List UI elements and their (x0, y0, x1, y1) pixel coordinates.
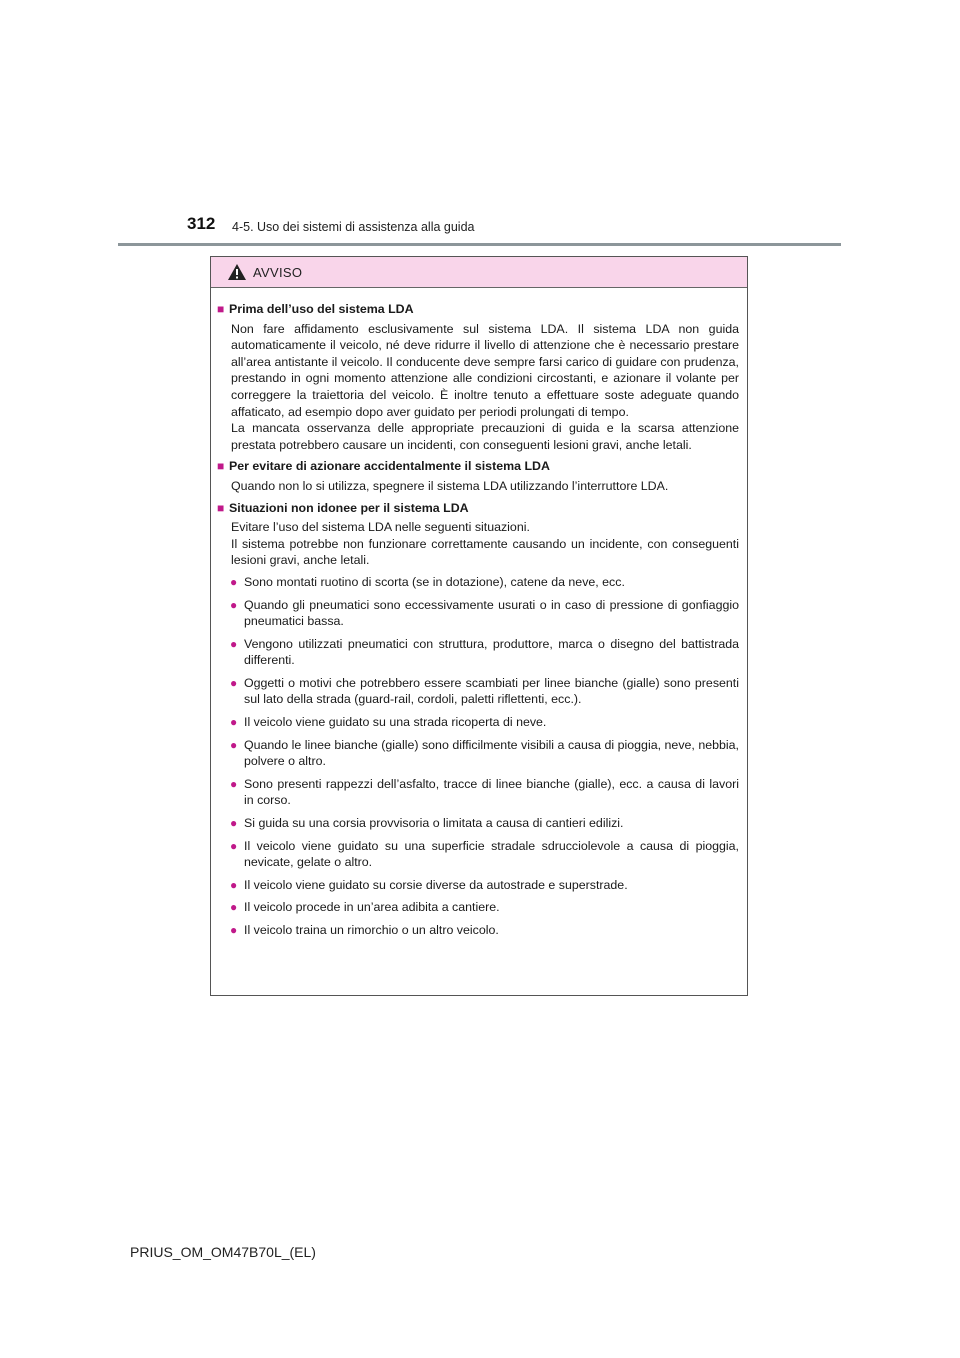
section-title: 4-5. Uso dei sistemi di assistenza alla guida (232, 220, 475, 234)
section-text (217, 519, 739, 569)
section-text (217, 478, 739, 495)
list-item (230, 899, 739, 916)
section-heading-text: Per evitare di azionare accidentalmente il sistema LDA (229, 459, 550, 474)
section-heading (217, 458, 739, 475)
circle-bullet-icon: ● (230, 877, 238, 892)
section-paragraph: Il sistema potrebbe non funzionare correttamente causando un incidente, con conseguenti lesioni gravi, anche letali. (231, 536, 739, 568)
list-item (230, 675, 739, 708)
section-heading-text: Prima dell’uso del sistema LDA (229, 302, 414, 316)
warning-body (211, 288, 747, 939)
circle-bullet-icon: ● (230, 636, 238, 651)
warning-box (210, 256, 748, 996)
warning-triangle-icon (227, 263, 247, 281)
list-item (230, 737, 739, 770)
header-rule (118, 243, 841, 246)
list-item (230, 574, 739, 591)
list-item (230, 597, 739, 630)
list-item (230, 838, 739, 871)
list-item-text: Il veicolo viene guidato su una superficie stradale sdrucciolevole a causa di pioggia, nevicate, gelate o altro. (244, 838, 739, 870)
circle-bullet-icon: ● (230, 923, 238, 937)
list-item (230, 877, 739, 894)
section-paragraph: Non fare affidamento esclusivamente sul sistema LDA. Il sistema LDA non guida automaticamente il veicolo, né deve ridurre il livello di attenzione che è necessario prestare all’area antistante il veicolo. Il conducente deve sempre farsi carico di guidare con prudenza, prestando in ogni momento attenzione alle condizioni circostanti, e azionare il volante per correggere la traiettoria del veicolo. È inoltre tenuto a effettuare soste adeguate quando affaticato, ad esempio dopo aver guidato per periodi prolungati di tempo. (231, 321, 739, 419)
list-item (230, 776, 739, 809)
list-item-text: Vengono utilizzati pneumatici con struttura, produttore, marca o disegno del battistrada differenti. (244, 636, 739, 668)
list-item-text: Il veicolo procede in un’area adibita a cantiere. (244, 900, 500, 915)
section-paragraph: La mancata osservanza delle appropriate precauzioni di guida e la scarsa attenzione prestata potrebbero causare un incidenti, con conseguenti lesioni gravi, anche letali. (231, 421, 739, 452)
circle-bullet-icon: ● (230, 776, 238, 791)
warning-header (211, 257, 747, 288)
square-bullet-icon: ■ (217, 302, 225, 316)
list-item-text: Il veicolo traina un rimorchio o un altro veicolo. (244, 923, 499, 937)
bullet-list (217, 574, 739, 939)
list-item (230, 815, 739, 832)
list-item-text: Si guida su una corsia provvisoria o limitata a causa di cantieri edilizi. (244, 816, 624, 831)
circle-bullet-icon: ● (230, 597, 238, 612)
list-item-text: Quando gli pneumatici sono eccessivamente usurati o in caso di pressione di gonfiaggio pneumatici bassa. (244, 597, 739, 629)
section-text (217, 321, 739, 454)
section-heading-text: Situazioni non idonee per il sistema LDA (229, 500, 469, 515)
circle-bullet-icon: ● (230, 838, 238, 853)
list-item-text: Quando le linee bianche (gialle) sono difficilmente visibili a causa di pioggia, neve, nebbia, polvere o altro. (244, 737, 739, 769)
warning-section (217, 301, 739, 453)
list-item-text: Sono montati ruotino di scorta (se in dotazione), catene da neve, ecc. (244, 574, 625, 589)
square-bullet-icon: ■ (217, 500, 225, 515)
section-paragraph: Evitare l’uso del sistema LDA nelle seguenti situazioni. (231, 520, 530, 535)
warning-section (217, 458, 739, 494)
section-paragraph: Quando non lo si utilizza, spegnere il sistema LDA utilizzando l’interruttore LDA. (231, 478, 669, 493)
circle-bullet-icon: ● (230, 737, 238, 752)
circle-bullet-icon: ● (230, 574, 238, 589)
circle-bullet-icon: ● (230, 816, 238, 831)
footer-document-code: PRIUS_OM_OM47B70L_(EL) (130, 1244, 316, 1260)
circle-bullet-icon: ● (230, 675, 238, 690)
warning-section (217, 500, 739, 939)
circle-bullet-icon: ● (230, 715, 238, 730)
section-heading (217, 301, 739, 318)
list-item-text: Il veicolo viene guidato su una strada ricoperta di neve. (244, 715, 547, 730)
list-item (230, 922, 739, 939)
warning-title: AVVISO (253, 264, 303, 280)
list-item-text: Sono presenti rappezzi dell’asfalto, tracce di linee bianche (gialle), ecc. a causa di lavori in corso. (244, 776, 739, 808)
list-item-text: Oggetti o motivi che potrebbero essere scambiati per linee bianche (gialle) sono presenti sul lato della strada (guard-rail, cordoli, paletti riflettenti, ecc.). (244, 675, 739, 707)
square-bullet-icon: ■ (217, 459, 225, 474)
list-item (230, 714, 739, 731)
page-number: 312 (187, 214, 216, 233)
section-heading (217, 500, 739, 517)
list-item (230, 636, 739, 669)
circle-bullet-icon: ● (230, 900, 238, 915)
list-item-text: Il veicolo viene guidato su corsie diverse da autostrade e superstrade. (244, 877, 628, 892)
